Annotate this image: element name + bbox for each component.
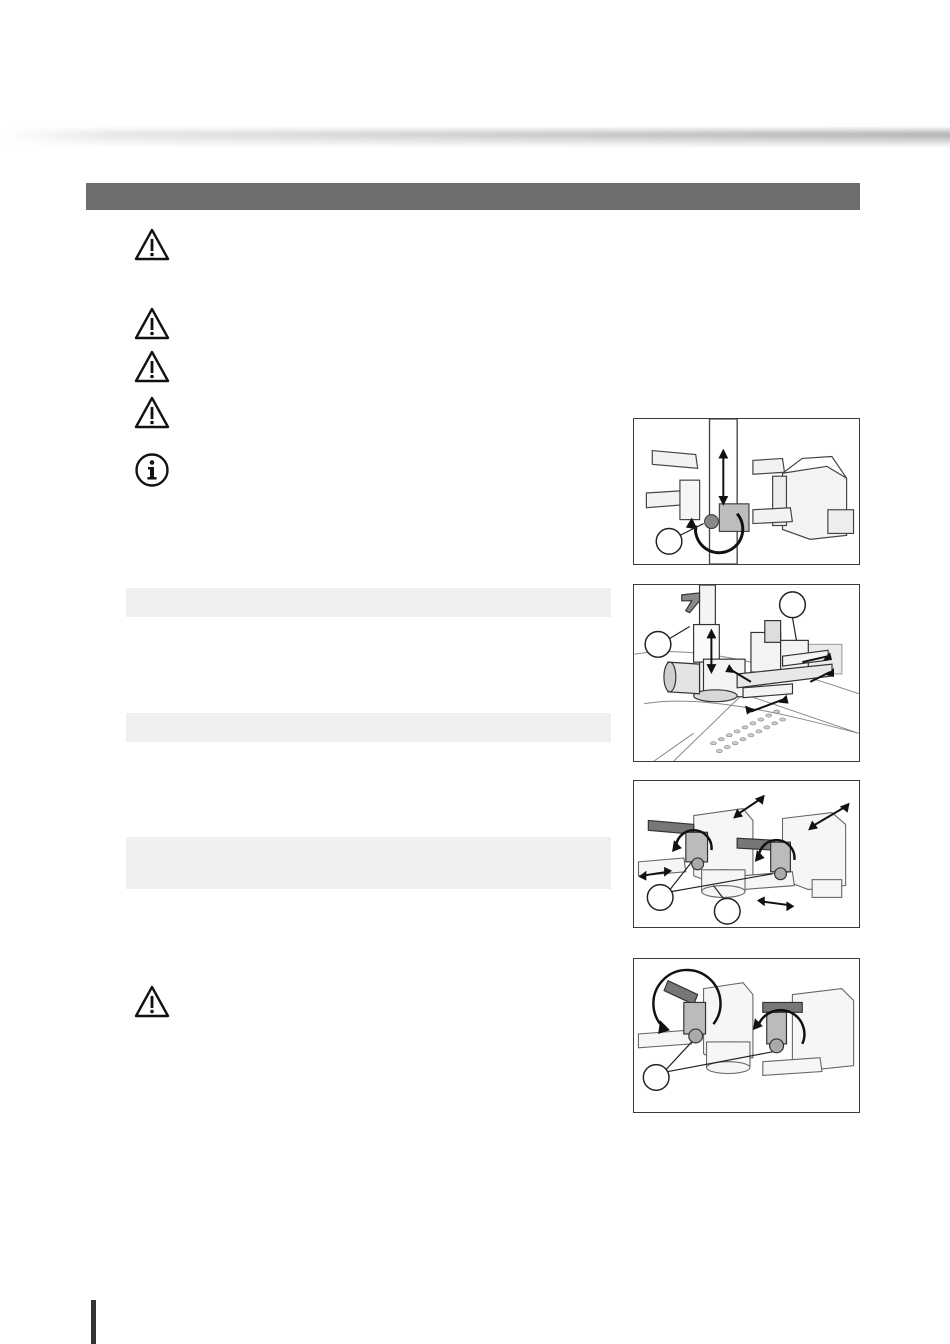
step-box-2 <box>126 713 611 742</box>
figure-3-illustration <box>634 781 859 927</box>
warning-triangle-icon <box>134 306 170 342</box>
info-circle-icon <box>134 452 170 488</box>
warning-triangle-icon <box>134 395 170 431</box>
warning-triangle-icon <box>134 349 170 385</box>
figure-3 <box>633 780 860 928</box>
section-title-bar <box>86 183 860 210</box>
warning-triangle-icon <box>134 984 170 1020</box>
figure-4-illustration <box>634 959 859 1112</box>
page-edge-marker <box>91 1300 96 1344</box>
figure-4 <box>633 958 860 1113</box>
figure-2-illustration <box>634 585 859 761</box>
warning-triangle-icon <box>134 227 170 263</box>
figure-1-illustration <box>634 419 859 564</box>
figure-2 <box>633 584 860 762</box>
step-box-3 <box>126 837 611 889</box>
header-gradient-band <box>0 126 950 148</box>
step-box-1 <box>126 588 611 617</box>
figure-1 <box>633 418 860 565</box>
